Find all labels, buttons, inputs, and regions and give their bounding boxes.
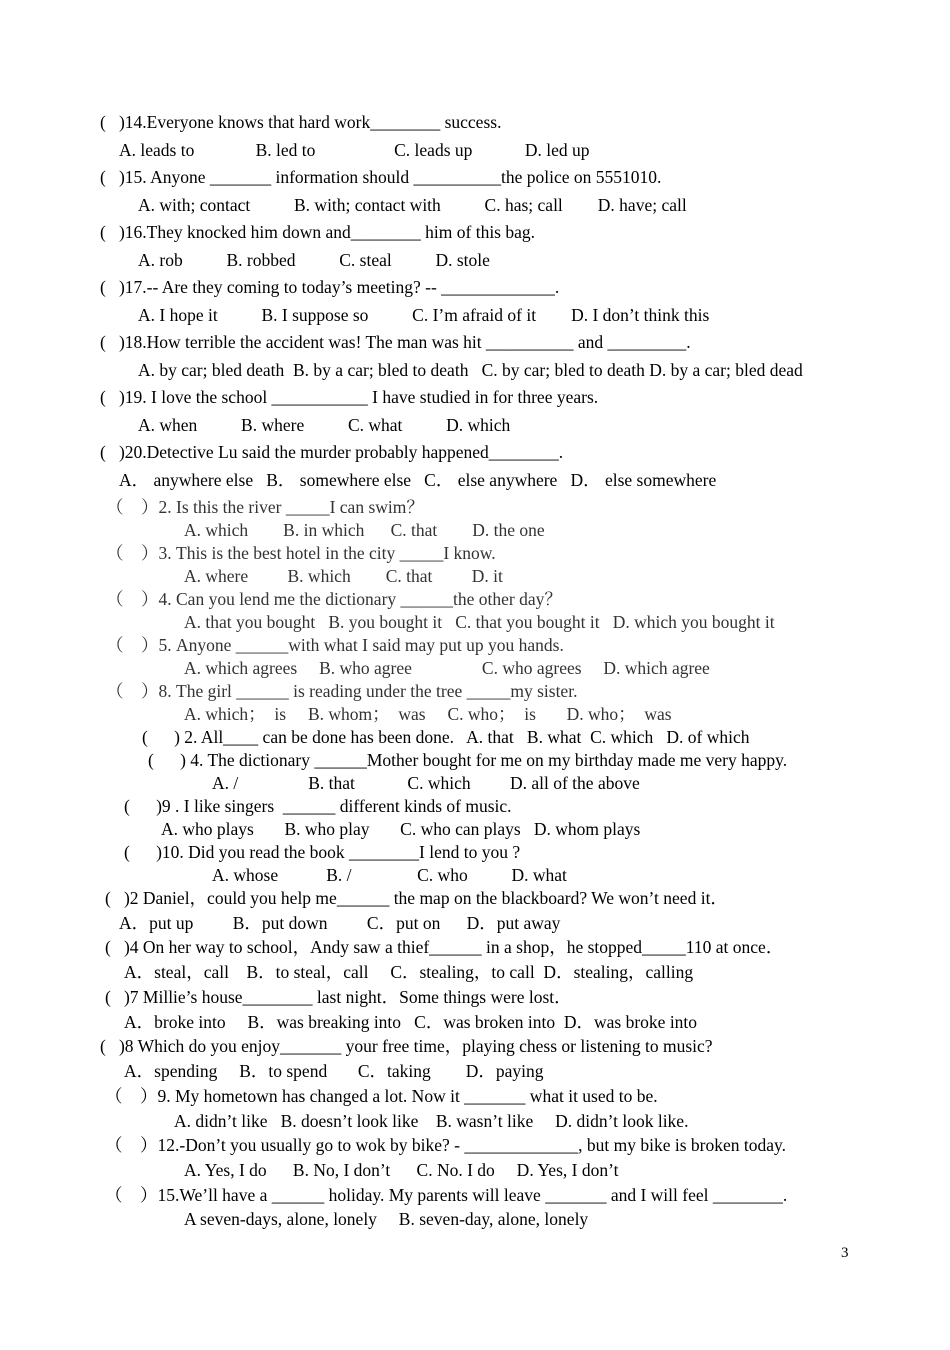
- question-15: ( )15. Anyone _______ information should __________the police on 5551010.: [100, 167, 662, 187]
- page-number: 3: [841, 1245, 849, 1261]
- question-18: ( )18.How terrible the accident was! The man was hit __________ and _________.: [100, 332, 691, 352]
- clause-question-5-options: A. which agrees B. who agree C. who agrees D. which agree: [184, 658, 710, 678]
- question-17-options: A. I hope it B. I suppose so C. I’m afraid of it D. I don’t think this: [138, 305, 710, 325]
- mixed-question-15: （ ）15.We’ll have a ______ holiday. My parents will leave _______ and I will feel ________.: [105, 1185, 788, 1205]
- phrasal-question-4: ( )4 On her way to school，Andy saw a thief______ in a shop，he stopped_____110 at once．: [105, 937, 784, 957]
- relative-question-9: ( )9 . I like singers ______ different kinds of music.: [124, 796, 512, 816]
- mixed-question-9-options: A. didn’t like B. doesn’t look like B. wasn’t like D. didn’t look like.: [174, 1111, 689, 1131]
- question-16-options: A. rob B. robbed C. steal D. stole: [138, 250, 490, 270]
- relative-question-4: ( ) 4. The dictionary ______Mother bought for me on my birthday made me very happy.: [148, 750, 788, 770]
- question-17: ( )17.-- Are they coming to today’s meeting? -- _____________.: [100, 277, 560, 297]
- question-20: ( )20.Detective Lu said the murder probably happened________.: [100, 442, 564, 462]
- clause-question-2-options: A. which B. in which C. that D. the one: [184, 520, 545, 540]
- phrasal-question-7-options: A．broke into B．was breaking into C．was broken into D．was broke into: [124, 1012, 698, 1032]
- phrasal-question-2-options: A．put up B．put down C．put on D．put away: [119, 913, 561, 933]
- mixed-question-12: （ ）12.-Don’t you usually go to wok by bike? - _____________, but my bike is broken today.: [105, 1135, 786, 1155]
- mixed-question-15-options: A seven-days, alone, lonely B. seven-day, alone, lonely: [184, 1209, 589, 1229]
- clause-question-5: （ ）5. Anyone ______with what I said may put up you hands.: [106, 635, 564, 655]
- phrasal-question-4-options: A．steal，call B．to steal，call C．stealing，to call D．stealing，calling: [124, 962, 694, 982]
- question-18-options: A. by car; bled death B. by a car; bled to death C. by car; bled to death D. by a car; bled dead: [138, 360, 803, 380]
- question-20-options: A． anywhere else B． somewhere else C． else anywhere D． else somewhere: [119, 470, 717, 490]
- relative-question-10-options: A. whose B. / C. who D. what: [212, 865, 567, 885]
- mixed-question-9: （ ）9. My hometown has changed a lot. Now it _______ what it used to be.: [105, 1086, 658, 1106]
- clause-question-4: （ ）4. Can you lend me the dictionary ______the other day？: [106, 589, 562, 609]
- relative-question-4-options: A. / B. that C. which D. all of the above: [212, 773, 640, 793]
- clause-question-8-options: A. which； is B. whom； was C. who； is D. who； was: [184, 704, 672, 724]
- relative-question-2: ( ) 2. All____ can be done has been done. A. that B. what C. which D. of which: [142, 727, 750, 747]
- phrasal-question-8: ( )8 Which do you enjoy_______ your free time，playing chess or listening to music?: [100, 1036, 713, 1056]
- question-19-options: A. when B. where C. what D. which: [138, 415, 511, 435]
- clause-question-8: （ ）8. The girl ______ is reading under the tree _____my sister.: [106, 681, 578, 701]
- question-14: ( )14.Everyone knows that hard work________ success.: [100, 112, 502, 132]
- relative-question-9-options: A. who plays B. who play C. who can plays D. whom plays: [161, 819, 641, 839]
- relative-question-10: ( )10. Did you read the book ________I lend to you ?: [124, 842, 521, 862]
- clause-question-2: （ ）2. Is this the river _____I can swim？: [106, 497, 424, 517]
- question-16: ( )16.They knocked him down and________ him of this bag.: [100, 222, 536, 242]
- phrasal-question-7: ( )7 Millie’s house________ last night．Some things were lost．: [105, 987, 572, 1007]
- clause-question-3: （ ）3. This is the best hotel in the city _____I know.: [106, 543, 496, 563]
- phrasal-question-2: ( )2 Daniel，could you help me______ the map on the blackboard? We won’t need it．: [105, 888, 728, 908]
- question-19: ( )19. I love the school ___________ I have studied in for three years.: [100, 387, 599, 407]
- phrasal-question-8-options: A．spending B．to spend C．taking D．paying: [124, 1061, 544, 1081]
- mixed-question-12-options: A. Yes, I do B. No, I don’t C. No. I do D. Yes, I don’t: [184, 1160, 619, 1180]
- question-15-options: A. with; contact B. with; contact with C. has; call D. have; call: [138, 195, 687, 215]
- question-14-options: A. leads to B. led to C. leads up D. led up: [119, 140, 590, 160]
- clause-question-4-options: A. that you bought B. you bought it C. that you bought it D. which you bought it: [184, 612, 775, 632]
- clause-question-3-options: A. where B. which C. that D. it: [184, 566, 503, 586]
